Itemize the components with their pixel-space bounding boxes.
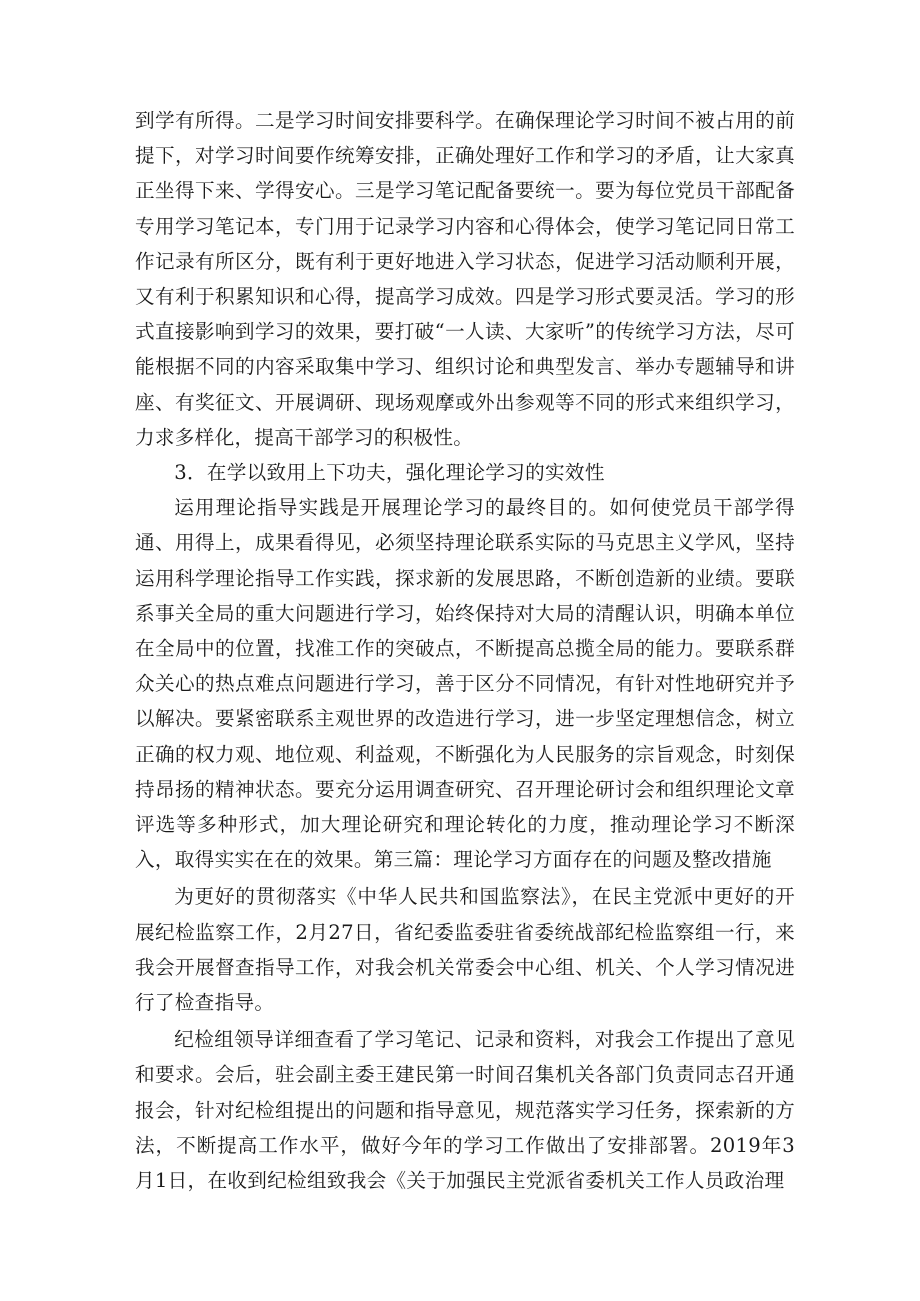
paragraph-theory-practice: 运用理论指导实践是开展理论学习的最终目的。如何使党员干部学得通、用得上，成果看得见，必须坚持理论联系实际的马克思主义学风，坚持运用科学理论指导工作实践，探求新的发展思路，不断创造新的业绩。要联系事关全局的重大问题进行学习，始终保持对大局的清醒认识，明确本单位在全局中的位置，找准工作的突破点，不断提高总揽全局的能力。要联系群众关心的热点难点问题进行学习，善于区分不同情况，有针对性地研究并予以解决。要紧密联系主观世界的改造进行学习，进一步坚定理想信念，树立正确的权力观、地位观、利益观，不断强化为人民服务的宗旨观念，时刻保持昂扬的精神状态。要充分运用调查研究、召开理论研讨会和组织理论文章评选等多种形式，加大理论研究和理论转化的力度，推动理论学习不断深入，取得实实在在的效果。第三篇：理论学习方面存在的问题及整改措施 <box>135 496 795 872</box>
paragraph-learning-arrangements: 到学有所得。二是学习时间安排要科学。在确保理论学习时间不被占用的前提下，对学习时间要作统筹安排，正确处理好工作和学习的矛盾，让大家真正坐得下来、学得安心。三是学习笔记配备要统一。要为每位党员干部配备专用学习笔记本，专门用于记录学习内容和心得体会，使学习笔记同日常工作记录有所区分，既有利于更好地进入学习状态，促进学习活动顺利开展，又有利于积累知识和心得，提高学习成效。四是学习形式要灵活。学习的形式直接影响到学习的效果，要打破“一人读、大家听”的传统学习方法，尽可能根据不同的内容采取集中学习、组织讨论和典型发言、举办专题辅导和讲座、有奖征文、开展调研、现场观摩或外出参观等不同的形式来组织学习，力求多样化，提高干部学习的积极性。 <box>135 109 795 449</box>
paragraph-supervision-visit: 为更好的贯彻落实《中华人民共和国监察法》，在民主党派中更好的开展纪检监察工作，2月27日，省纪委监委驻省委统战部纪检监察组一行，来我会开展督查指导工作，对我会机关常委会中心组、机关、个人学习情况进行了检查指导。 <box>135 885 795 1015</box>
section-heading-apply-learning: 3．在学以致用上下功夫，强化理论学习的实效性 <box>174 461 605 485</box>
paragraph-inspection-followup: 纪检组领导详细查看了学习笔记、记录和资料，对我会工作提出了意见和要求。会后，驻会副主委王建民第一时间召集机关各部门负责同志召开通报会，针对纪检组提出的问题和指导意见，规范落实学习任务，探索新的方法，不断提高工作水平，做好今年的学习工作做出了安排部署。2019年3月1日，在收到纪检组致我会《关于加强民主党派省委机关工作人员政治理 <box>135 1028 795 1193</box>
document-body <box>135 103 795 1198</box>
